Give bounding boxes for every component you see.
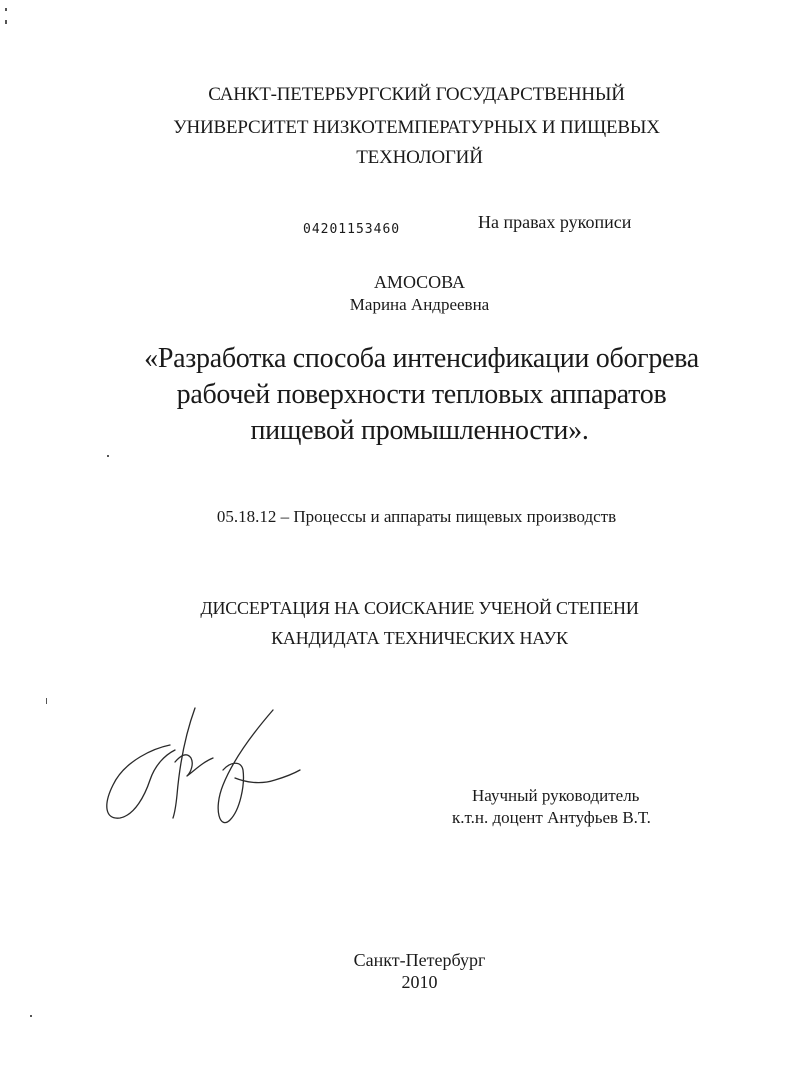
university-name-line-1: САНКТ-ПЕТЕРБУРГСКИЙ ГОСУДАРСТВЕННЫЙ xyxy=(208,84,625,105)
dissertation-title-line-3: пищевой промышленности». xyxy=(250,415,589,446)
scan-speck xyxy=(5,20,7,24)
dissertation-title-line-2: рабочей поверхности тепловых аппаратов xyxy=(176,379,667,410)
degree-line-1: ДИССЕРТАЦИЯ НА СОИСКАНИЕ УЧЕНОЙ СТЕПЕНИ xyxy=(200,598,639,618)
author-name: Марина Андреевна xyxy=(349,295,490,314)
library-stamp-code: 04201153460 xyxy=(303,222,401,237)
place: Санкт-Петербург xyxy=(353,950,486,970)
scan-speck xyxy=(5,8,7,11)
year: 2010 xyxy=(401,972,438,992)
scan-speck xyxy=(107,455,109,457)
degree-line-2: КАНДИДАТА ТЕХНИЧЕСКИХ НАУК xyxy=(271,628,568,648)
author-surname: АМОСОВА xyxy=(373,272,466,292)
university-name-line-3: ТЕХНОЛОГИЙ xyxy=(356,147,483,168)
specialty-code: 05.18.12 – Процессы и аппараты пищевых производств xyxy=(216,507,617,526)
advisor-role: Научный руководитель xyxy=(472,786,640,805)
dissertation-title-line-1: «Разработка способа интенсификации обогрева xyxy=(144,343,699,374)
scan-speck xyxy=(46,698,47,704)
signature-icon xyxy=(95,700,305,840)
scan-speck xyxy=(30,1015,32,1017)
advisor-name: к.т.н. доцент Антуфьев В.Т. xyxy=(452,808,651,827)
rights-note: На правах рукописи xyxy=(478,212,632,232)
university-name-line-2: УНИВЕРСИТЕТ НИЗКОТЕМПЕРАТУРНЫХ И ПИЩЕВЫХ xyxy=(173,117,660,138)
